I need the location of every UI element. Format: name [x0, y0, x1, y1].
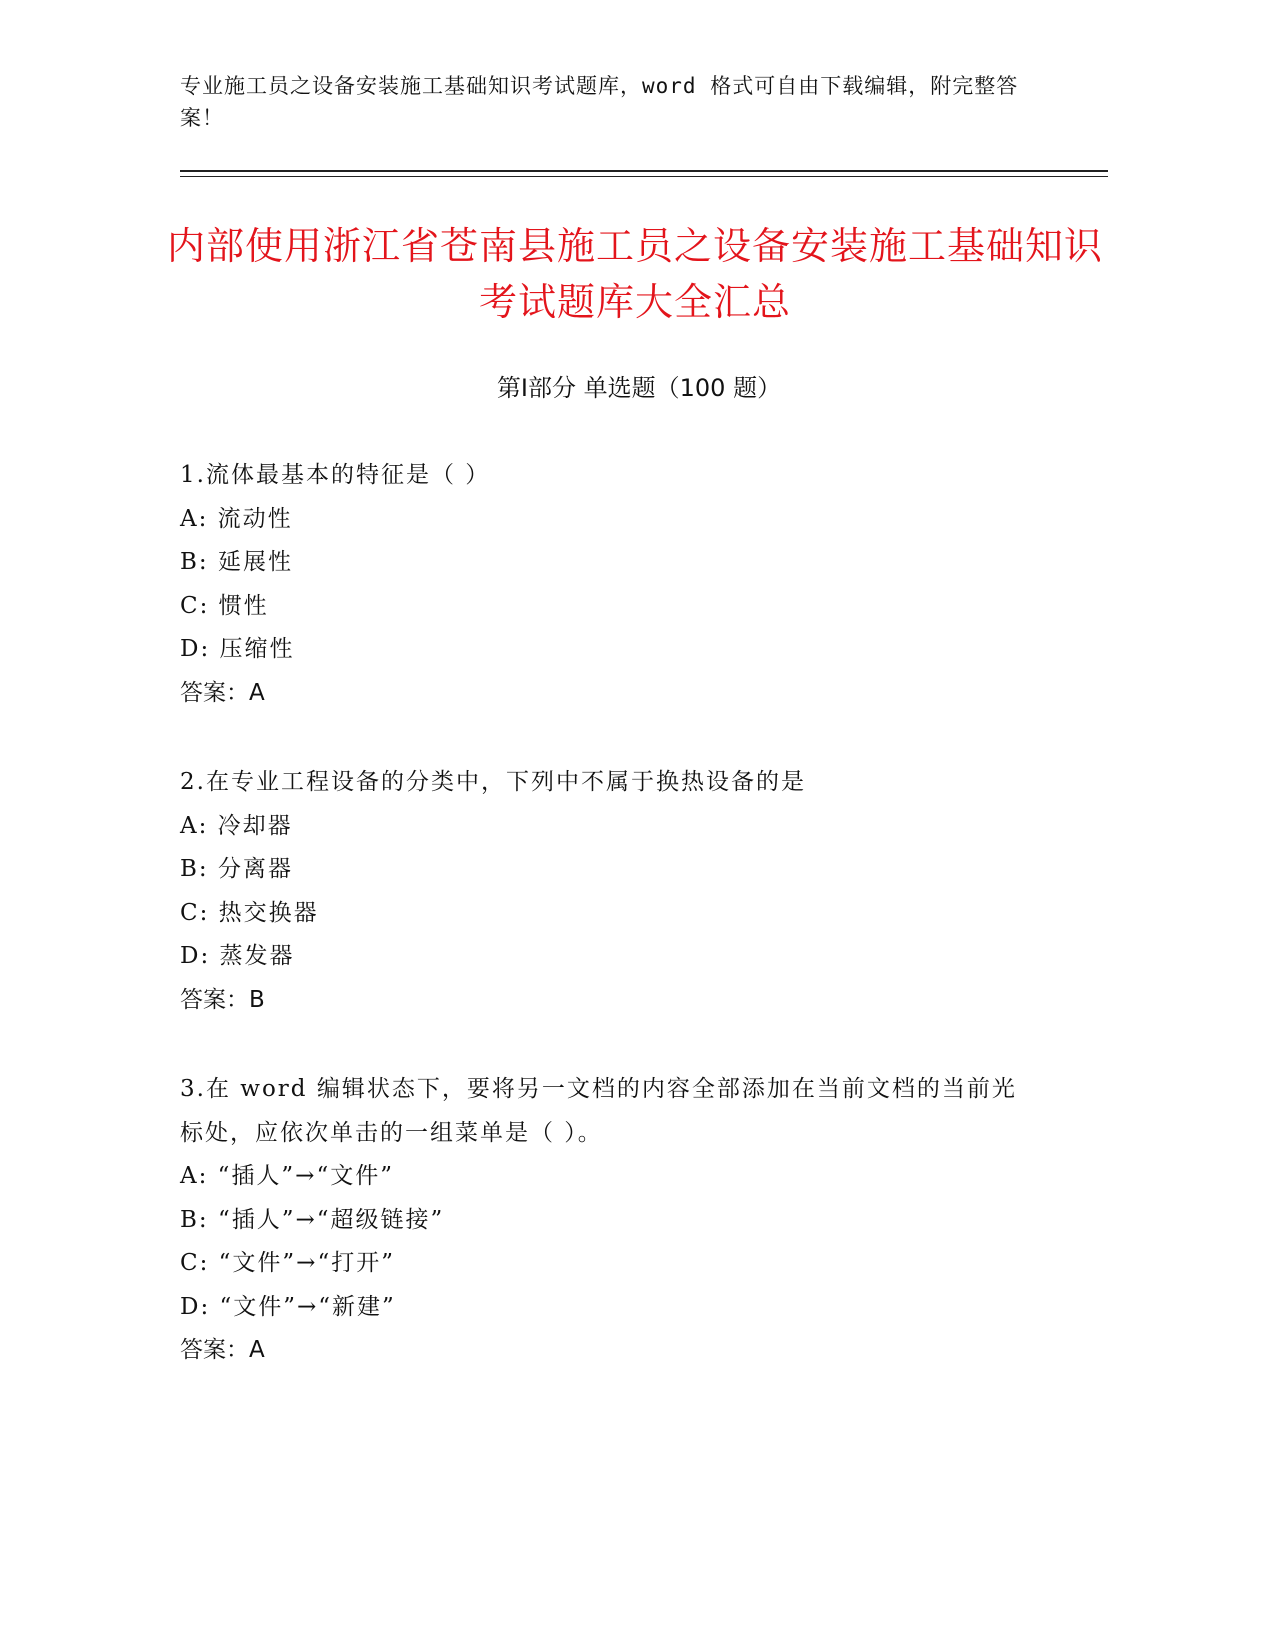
option-b: B: 延展性 — [180, 549, 293, 575]
question-2 — [180, 761, 1040, 1022]
question-1 — [180, 454, 1040, 715]
option-a: A: 冷却器 — [180, 812, 293, 839]
question-list — [180, 454, 1040, 1419]
option-b: B: “插人”→“超级链接” — [180, 1206, 445, 1233]
option-a: A: “插人”→“文件” — [180, 1163, 394, 1189]
option-c: C: 热交换器 — [180, 899, 319, 926]
header-rule-thin — [180, 176, 1108, 177]
option-c: C: 惯性 — [180, 592, 269, 619]
answer-prefix: 答案： — [180, 679, 249, 706]
answer-value: A — [249, 679, 265, 706]
option-d: D: “文件”→“新建” — [180, 1293, 396, 1320]
option-b: B: 分离器 — [180, 856, 293, 882]
question-3 — [180, 1068, 1040, 1373]
question-stem: 3.在 word 编辑状态下，要将另一文档的内容全部添加在当前文档的当前光标处，应依次单击的一组菜单是（ ）。 — [180, 1076, 1017, 1146]
option-c: C: “文件”→“打开” — [180, 1250, 395, 1276]
question-stem: 2.在专业工程设备的分类中，下列中不属于换热设备的是 — [180, 769, 806, 795]
answer-prefix: 答案： — [180, 1337, 249, 1363]
option-d: D: 压缩性 — [180, 636, 295, 662]
answer-line — [180, 672, 1040, 716]
answer-value: B — [249, 986, 265, 1013]
option-d: D: 蒸发器 — [180, 943, 295, 969]
document-title: 内部使用浙江省苍南县施工员之设备安装施工基础知识考试题库大全汇总 — [166, 224, 1103, 324]
header-note: 专业施工员之设备安装施工基础知识考试题库，word 格式可自由下载编辑，附完整答案！ — [180, 74, 1019, 130]
answer-line — [180, 1329, 1040, 1373]
option-a: A: 流动性 — [180, 505, 293, 532]
header-rule-thick — [180, 170, 1108, 172]
question-stem: 1.流体最基本的特征是（ ） — [180, 462, 491, 488]
answer-value: A — [249, 1337, 265, 1363]
answer-prefix: 答案： — [180, 986, 249, 1013]
section-title: 第Ⅰ部分 单选题（100 题） — [496, 374, 782, 402]
answer-line — [180, 979, 1040, 1023]
